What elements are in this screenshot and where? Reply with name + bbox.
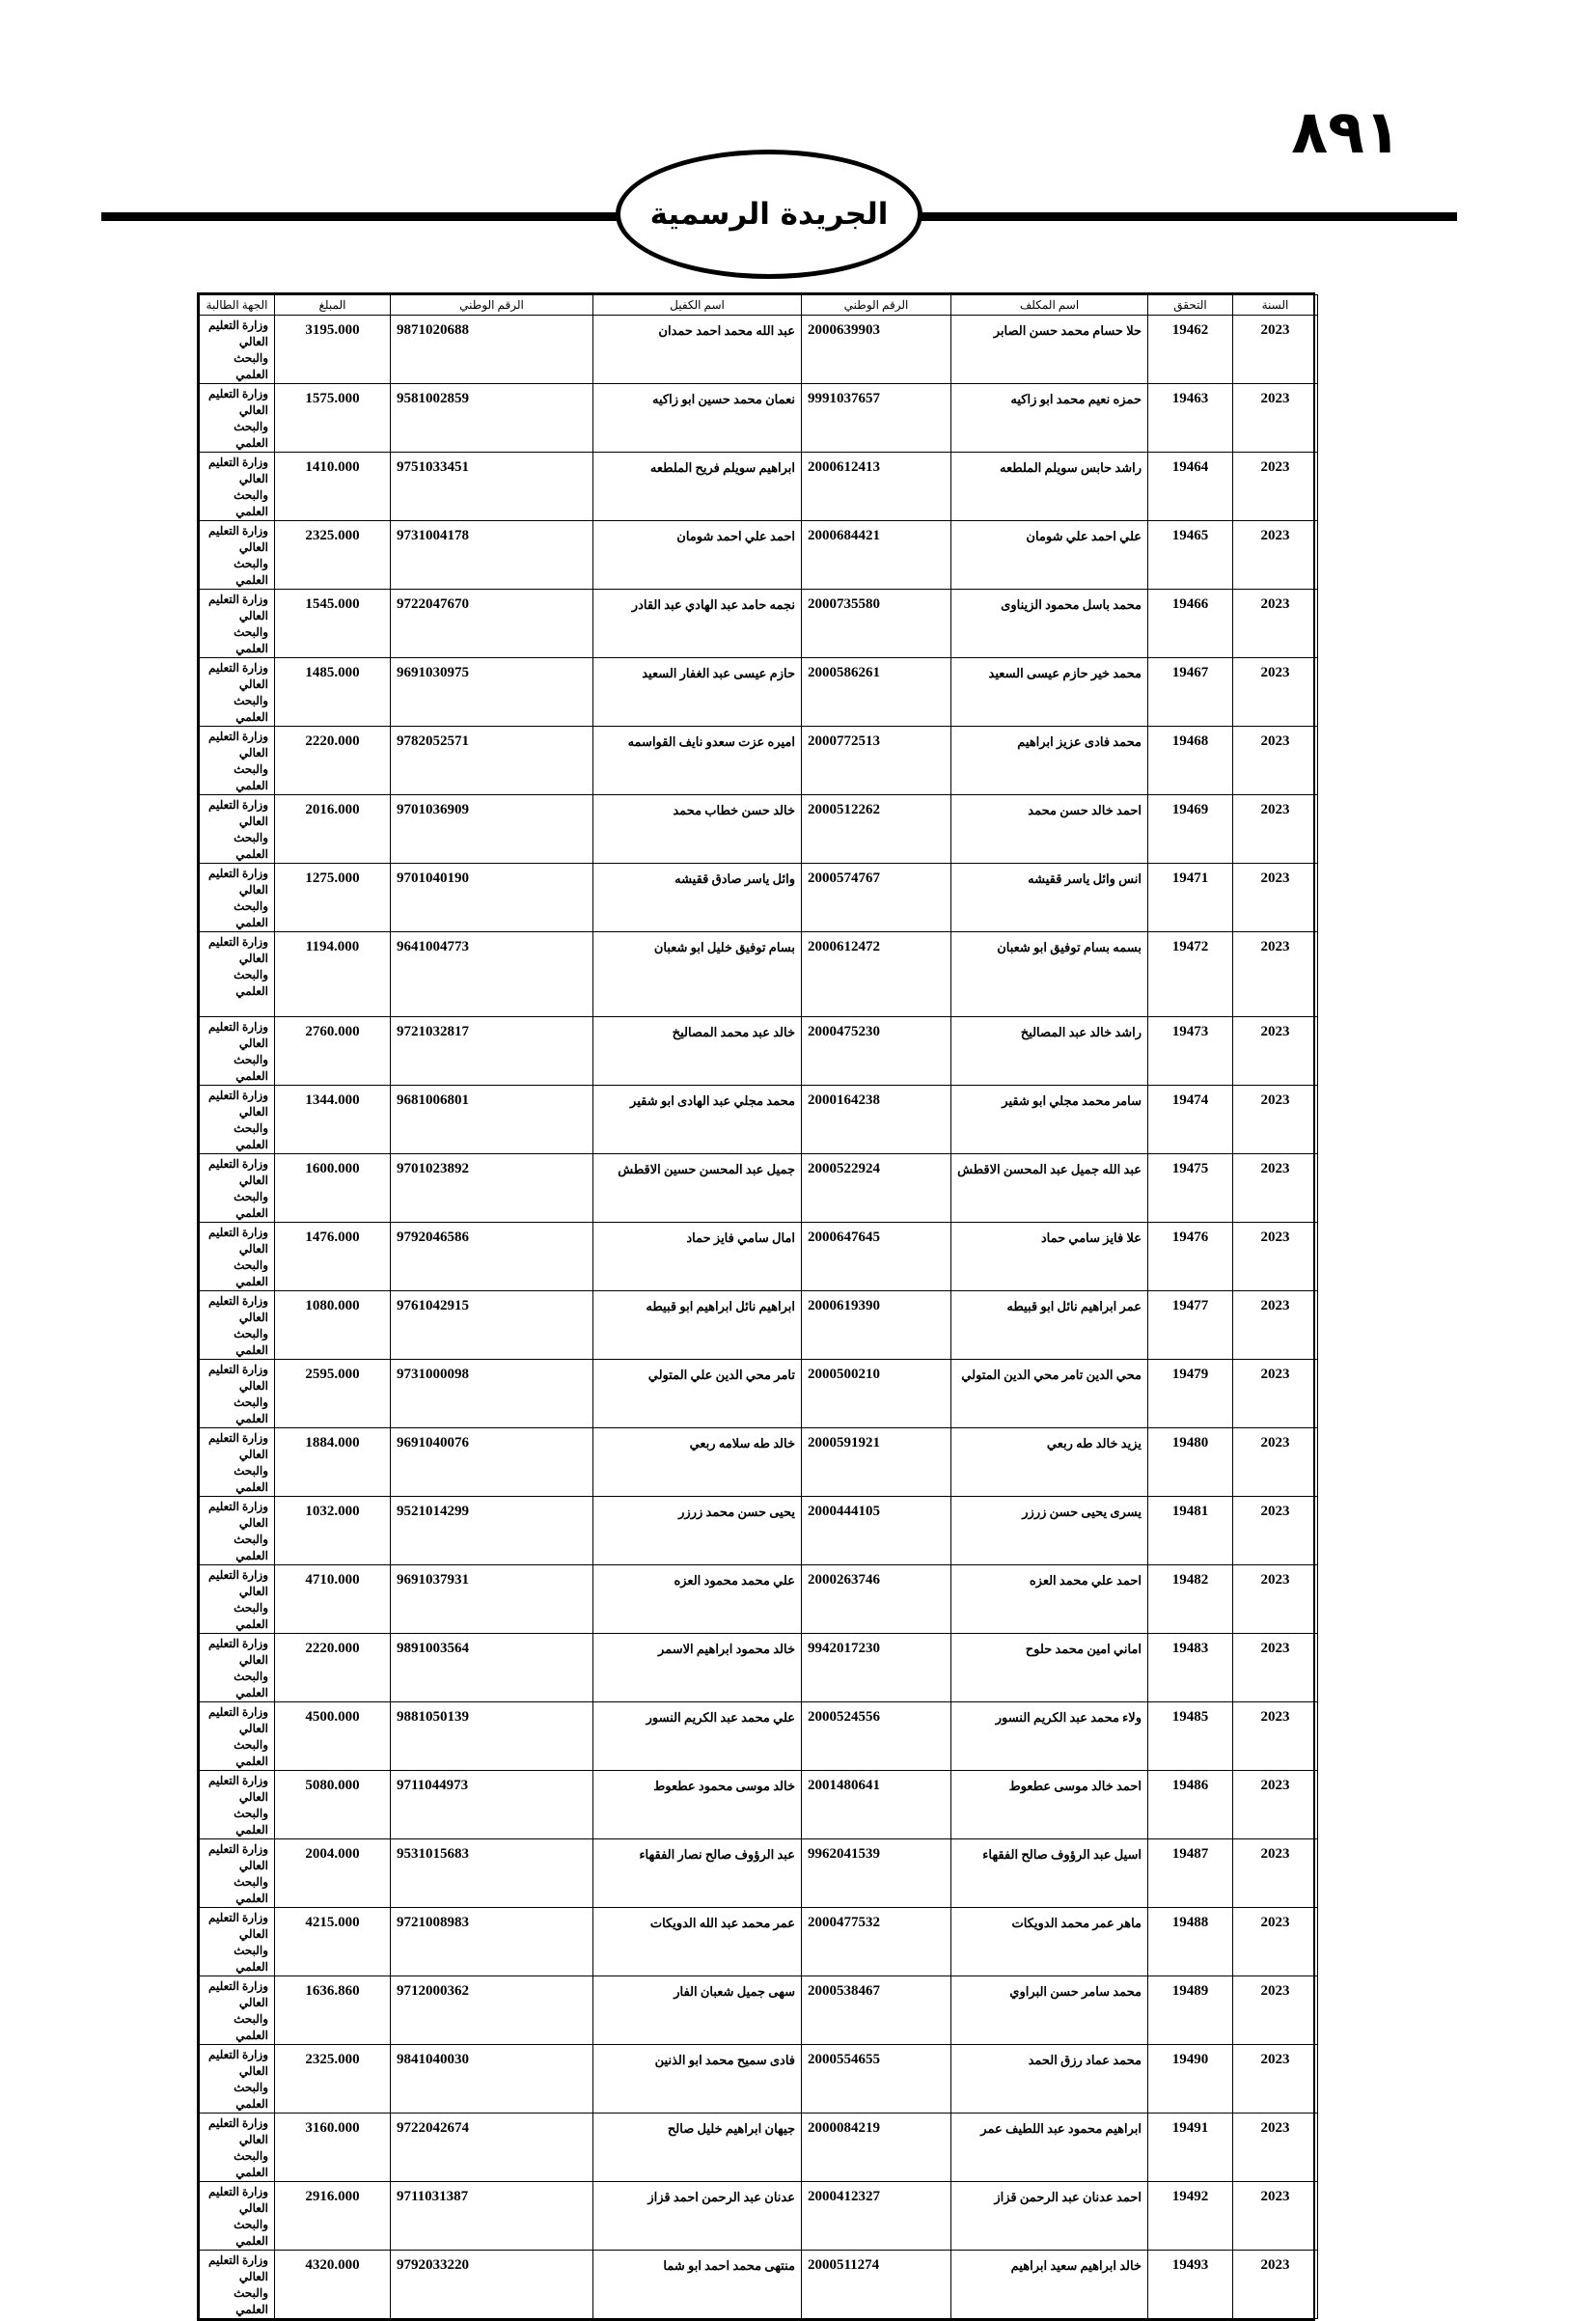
cell-guarantor-name: ابراهيم سويلم فريح الملطعه (593, 453, 802, 521)
table-row (200, 2045, 1318, 2114)
cell-debtor-national-id: 2000772513 (802, 727, 951, 795)
cell-guarantor-name: جميل عبد المحسن حسين الاقطش (593, 1154, 802, 1223)
cell-year: 2023 (1233, 1017, 1318, 1086)
cell-year: 2023 (1233, 1839, 1318, 1908)
cell-requesting-agency: وزارة التعليم العالي والبحث العلمي (200, 864, 275, 932)
records-table-container (197, 292, 1315, 2321)
column-header-guarantor-national-id: الرقم الوطني (391, 295, 593, 316)
cell-debtor-name: حمزه نعيم محمد ابو زاكيه (951, 384, 1148, 453)
cell-amount: 1080.000 (275, 1291, 391, 1360)
cell-guarantor-national-id: 9871020688 (391, 316, 593, 384)
column-header-debtor-national-id: الرقم الوطني (802, 295, 951, 316)
cell-guarantor-national-id: 9721032817 (391, 1017, 593, 1086)
cell-requesting-agency: وزارة التعليم العالي والبحث العلمي (200, 1908, 275, 1976)
cell-guarantor-name: عمر محمد عبد الله الدويكات (593, 1908, 802, 1976)
cell-guarantor-name: عبد الرؤوف صالح نصار الفقهاء (593, 1839, 802, 1908)
table-row (200, 1291, 1318, 1360)
table-row (200, 521, 1318, 590)
cell-debtor-name: بسمه بسام توفيق ابو شعبان (951, 932, 1148, 1017)
cell-requesting-agency: وزارة التعليم العالي والبحث العلمي (200, 2182, 275, 2251)
cell-guarantor-name: احمد علي احمد شومان (593, 521, 802, 590)
cell-debtor-name: عبد الله جميل عبد المحسن الاقطش (951, 1154, 1148, 1223)
cell-guarantor-name: وائل ياسر صادق ققيشه (593, 864, 802, 932)
cell-debtor-name: ولاء محمد عبد الكريم النسور (951, 1702, 1148, 1771)
cell-debtor-name: محمد عماد رزق الحمد (951, 2045, 1148, 2114)
cell-guarantor-national-id: 9521014299 (391, 1497, 593, 1565)
cell-year: 2023 (1233, 2182, 1318, 2251)
cell-year: 2023 (1233, 1702, 1318, 1771)
cell-guarantor-name: نعمان محمد حسين ابو زاكيه (593, 384, 802, 453)
cell-debtor-national-id: 2000612413 (802, 453, 951, 521)
table-row (200, 384, 1318, 453)
cell-guarantor-name: نجمه حامد عبد الهادي عبد القادر (593, 590, 802, 658)
cell-amount: 2220.000 (275, 1634, 391, 1702)
cell-verification: 19492 (1148, 2182, 1233, 2251)
cell-debtor-name: محمد فادى عزيز ابراهيم (951, 727, 1148, 795)
cell-amount: 3160.000 (275, 2114, 391, 2182)
cell-debtor-national-id: 2000639903 (802, 316, 951, 384)
cell-verification: 19489 (1148, 1976, 1233, 2045)
cell-debtor-national-id: 2000554655 (802, 2045, 951, 2114)
table-row (200, 453, 1318, 521)
cell-guarantor-name: يحيى حسن محمد زرزر (593, 1497, 802, 1565)
cell-debtor-national-id: 2000412327 (802, 2182, 951, 2251)
cell-guarantor-name: بسام توفيق خليل ابو شعبان (593, 932, 802, 1017)
cell-requesting-agency: وزارة التعليم العالي والبحث العلمي (200, 521, 275, 590)
cell-year: 2023 (1233, 864, 1318, 932)
cell-verification: 19463 (1148, 384, 1233, 453)
cell-requesting-agency: وزارة التعليم العالي والبحث العلمي (200, 727, 275, 795)
cell-amount: 1410.000 (275, 453, 391, 521)
cell-amount: 1600.000 (275, 1154, 391, 1223)
cell-year: 2023 (1233, 727, 1318, 795)
cell-year: 2023 (1233, 1223, 1318, 1291)
cell-debtor-name: علي احمد علي شومان (951, 521, 1148, 590)
table-row (200, 1908, 1318, 1976)
cell-requesting-agency: وزارة التعليم العالي والبحث العلمي (200, 1428, 275, 1497)
table-row (200, 864, 1318, 932)
cell-amount: 2916.000 (275, 2182, 391, 2251)
cell-guarantor-national-id: 9691030975 (391, 658, 593, 727)
cell-debtor-national-id: 2000444105 (802, 1497, 951, 1565)
cell-requesting-agency: وزارة التعليم العالي والبحث العلمي (200, 1017, 275, 1086)
table-row (200, 1976, 1318, 2045)
cell-requesting-agency: وزارة التعليم العالي والبحث العلمي (200, 1497, 275, 1565)
cell-verification: 19466 (1148, 590, 1233, 658)
cell-debtor-name: راشد حابس سويلم الملطعه (951, 453, 1148, 521)
cell-guarantor-name: علي محمد محمود العزه (593, 1565, 802, 1634)
cell-amount: 4710.000 (275, 1565, 391, 1634)
cell-debtor-national-id: 9991037657 (802, 384, 951, 453)
cell-guarantor-national-id: 9722042674 (391, 2114, 593, 2182)
cell-requesting-agency: وزارة التعليم العالي والبحث العلمي (200, 1223, 275, 1291)
page-number: ٨٩١ (1291, 96, 1401, 167)
cell-amount: 2760.000 (275, 1017, 391, 1086)
table-body (200, 316, 1318, 2319)
cell-amount: 5080.000 (275, 1771, 391, 1839)
cell-debtor-national-id: 2000263746 (802, 1565, 951, 1634)
cell-amount: 3195.000 (275, 316, 391, 384)
cell-year: 2023 (1233, 932, 1318, 1017)
cell-guarantor-national-id: 9731004178 (391, 521, 593, 590)
cell-amount: 2595.000 (275, 1360, 391, 1428)
cell-amount: 1275.000 (275, 864, 391, 932)
table-row (200, 658, 1318, 727)
table-row (200, 316, 1318, 384)
column-header-amount: المبلغ (275, 295, 391, 316)
cell-guarantor-name: تامر محي الدين علي المتولي (593, 1360, 802, 1428)
cell-year: 2023 (1233, 384, 1318, 453)
column-header-debtor-name: اسم المكلف (951, 295, 1148, 316)
cell-guarantor-name: خالد موسى محمود عطعوط (593, 1771, 802, 1839)
column-header-guarantor-name: اسم الكفيل (593, 295, 802, 316)
cell-debtor-national-id: 2000619390 (802, 1291, 951, 1360)
cell-amount: 4320.000 (275, 2251, 391, 2319)
cell-guarantor-national-id: 9792046586 (391, 1223, 593, 1291)
cell-requesting-agency: وزارة التعليم العالي والبحث العلمي (200, 590, 275, 658)
cell-verification: 19480 (1148, 1428, 1233, 1497)
cell-guarantor-name: خالد عبد محمد المصاليخ (593, 1017, 802, 1086)
table-row (200, 727, 1318, 795)
column-header-requesting-agency: الجهة الطالبة (200, 295, 275, 316)
cell-amount: 1344.000 (275, 1086, 391, 1154)
cell-debtor-national-id: 2000500210 (802, 1360, 951, 1428)
cell-guarantor-name: عدنان عبد الرحمن احمد قزاز (593, 2182, 802, 2251)
cell-guarantor-national-id: 9531015683 (391, 1839, 593, 1908)
cell-guarantor-national-id: 9761042915 (391, 1291, 593, 1360)
cell-debtor-name: احمد خالد حسن محمد (951, 795, 1148, 864)
cell-guarantor-name: خالد طه سلامه ربعي (593, 1428, 802, 1497)
cell-requesting-agency: وزارة التعليم العالي والبحث العلمي (200, 1976, 275, 2045)
cell-verification: 19487 (1148, 1839, 1233, 1908)
cell-guarantor-national-id: 9721008983 (391, 1908, 593, 1976)
cell-year: 2023 (1233, 2045, 1318, 2114)
table-row (200, 1565, 1318, 1634)
cell-year: 2023 (1233, 1908, 1318, 1976)
table-header-row (200, 295, 1318, 316)
cell-debtor-national-id: 2000684421 (802, 521, 951, 590)
records-table (199, 294, 1318, 2319)
table-row (200, 932, 1318, 1017)
cell-debtor-national-id: 2000524556 (802, 1702, 951, 1771)
cell-guarantor-name: منتهى محمد احمد ابو شما (593, 2251, 802, 2319)
cell-debtor-national-id: 2000612472 (802, 932, 951, 1017)
cell-debtor-national-id: 2000538467 (802, 1976, 951, 2045)
cell-amount: 4215.000 (275, 1908, 391, 1976)
cell-amount: 2004.000 (275, 1839, 391, 1908)
cell-verification: 19488 (1148, 1908, 1233, 1976)
cell-verification: 19467 (1148, 658, 1233, 727)
cell-requesting-agency: وزارة التعليم العالي والبحث العلمي (200, 1565, 275, 1634)
cell-guarantor-national-id: 9881050139 (391, 1702, 593, 1771)
column-header-year: السنة (1233, 295, 1318, 316)
cell-debtor-national-id: 2000574767 (802, 864, 951, 932)
cell-verification: 19493 (1148, 2251, 1233, 2319)
cell-debtor-name: خالد ابراهيم سعيد ابراهيم (951, 2251, 1148, 2319)
cell-guarantor-name: ابراهيم نائل ابراهيم ابو قبيطه (593, 1291, 802, 1360)
cell-guarantor-name: محمد مجلي عبد الهادى ابو شقير (593, 1086, 802, 1154)
cell-guarantor-national-id: 9701040190 (391, 864, 593, 932)
table-row (200, 1839, 1318, 1908)
cell-amount: 1194.000 (275, 932, 391, 1017)
cell-requesting-agency: وزارة التعليم العالي والبحث العلمي (200, 2114, 275, 2182)
cell-requesting-agency: وزارة التعليم العالي والبحث العلمي (200, 795, 275, 864)
cell-amount: 2016.000 (275, 795, 391, 864)
cell-debtor-name: راشد خالد عبد المصاليخ (951, 1017, 1148, 1086)
cell-year: 2023 (1233, 590, 1318, 658)
table-row (200, 1634, 1318, 1702)
cell-verification: 19482 (1148, 1565, 1233, 1634)
cell-requesting-agency: وزارة التعليم العالي والبحث العلمي (200, 316, 275, 384)
cell-guarantor-national-id: 9641004773 (391, 932, 593, 1017)
cell-debtor-national-id: 2000477532 (802, 1908, 951, 1976)
cell-guarantor-national-id: 9731000098 (391, 1360, 593, 1428)
cell-requesting-agency: وزارة التعليم العالي والبحث العلمي (200, 1634, 275, 1702)
cell-verification: 19479 (1148, 1360, 1233, 1428)
cell-guarantor-national-id: 9722047670 (391, 590, 593, 658)
table-row (200, 1086, 1318, 1154)
cell-requesting-agency: وزارة التعليم العالي والبحث العلمي (200, 453, 275, 521)
cell-debtor-national-id: 2000735580 (802, 590, 951, 658)
table-row (200, 1360, 1318, 1428)
cell-guarantor-national-id: 9841040030 (391, 2045, 593, 2114)
cell-guarantor-national-id: 9691040076 (391, 1428, 593, 1497)
cell-guarantor-national-id: 9681006801 (391, 1086, 593, 1154)
cell-amount: 2325.000 (275, 521, 391, 590)
table-row (200, 1017, 1318, 1086)
cell-guarantor-national-id: 9792033220 (391, 2251, 593, 2319)
cell-guarantor-name: علي محمد عبد الكريم النسور (593, 1702, 802, 1771)
cell-verification: 19469 (1148, 795, 1233, 864)
table-row (200, 1428, 1318, 1497)
cell-requesting-agency: وزارة التعليم العالي والبحث العلمي (200, 2045, 275, 2114)
cell-year: 2023 (1233, 2251, 1318, 2319)
cell-year: 2023 (1233, 1086, 1318, 1154)
cell-amount: 1545.000 (275, 590, 391, 658)
cell-debtor-name: يسرى يحيى حسن زرزر (951, 1497, 1148, 1565)
cell-year: 2023 (1233, 1360, 1318, 1428)
cell-requesting-agency: وزارة التعليم العالي والبحث العلمي (200, 1702, 275, 1771)
cell-verification: 19474 (1148, 1086, 1233, 1154)
cell-year: 2023 (1233, 658, 1318, 727)
cell-requesting-agency: وزارة التعليم العالي والبحث العلمي (200, 1086, 275, 1154)
cell-year: 2023 (1233, 1154, 1318, 1223)
cell-verification: 19477 (1148, 1291, 1233, 1360)
cell-verification: 19485 (1148, 1702, 1233, 1771)
cell-year: 2023 (1233, 1291, 1318, 1360)
cell-debtor-national-id: 9942017230 (802, 1634, 951, 1702)
cell-amount: 1884.000 (275, 1428, 391, 1497)
cell-verification: 19481 (1148, 1497, 1233, 1565)
cell-verification: 19476 (1148, 1223, 1233, 1291)
cell-debtor-name: انس وائل ياسر ققيشه (951, 864, 1148, 932)
cell-debtor-name: اسيل عبد الرؤوف صالح الفقهاء (951, 1839, 1148, 1908)
cell-debtor-name: احمد خالد موسى عطعوط (951, 1771, 1148, 1839)
column-header-verification: التحقق (1148, 295, 1233, 316)
cell-year: 2023 (1233, 316, 1318, 384)
cell-year: 2023 (1233, 1428, 1318, 1497)
cell-debtor-name: حلا حسام محمد حسن الصابر (951, 316, 1148, 384)
cell-amount: 1476.000 (275, 1223, 391, 1291)
cell-guarantor-name: خالد محمود ابراهيم الاسمر (593, 1634, 802, 1702)
cell-guarantor-name: حازم عيسى عبد الغفار السعيد (593, 658, 802, 727)
cell-guarantor-national-id: 9691037931 (391, 1565, 593, 1634)
table-row (200, 1154, 1318, 1223)
cell-verification: 19472 (1148, 932, 1233, 1017)
cell-requesting-agency: وزارة التعليم العالي والبحث العلمي (200, 1154, 275, 1223)
cell-verification: 19468 (1148, 727, 1233, 795)
cell-debtor-name: محمد باسل محمود الزيناوى (951, 590, 1148, 658)
table-row (200, 1702, 1318, 1771)
cell-amount: 1636.860 (275, 1976, 391, 2045)
title-oval (616, 150, 922, 279)
cell-guarantor-name: عبد الله محمد احمد حمدان (593, 316, 802, 384)
cell-requesting-agency: وزارة التعليم العالي والبحث العلمي (200, 1291, 275, 1360)
cell-year: 2023 (1233, 1771, 1318, 1839)
cell-guarantor-national-id: 9712000362 (391, 1976, 593, 2045)
cell-debtor-national-id: 2000647645 (802, 1223, 951, 1291)
cell-verification: 19486 (1148, 1771, 1233, 1839)
cell-debtor-national-id: 2000512262 (802, 795, 951, 864)
cell-amount: 4500.000 (275, 1702, 391, 1771)
cell-amount: 1485.000 (275, 658, 391, 727)
cell-debtor-national-id: 9962041539 (802, 1839, 951, 1908)
cell-amount: 2325.000 (275, 2045, 391, 2114)
cell-debtor-national-id: 2000586261 (802, 658, 951, 727)
table-row (200, 2114, 1318, 2182)
cell-debtor-name: محي الدين تامر محي الدين المتولي (951, 1360, 1148, 1428)
cell-verification: 19475 (1148, 1154, 1233, 1223)
cell-amount: 2220.000 (275, 727, 391, 795)
cell-debtor-national-id: 2000475230 (802, 1017, 951, 1086)
cell-requesting-agency: وزارة التعليم العالي والبحث العلمي (200, 658, 275, 727)
cell-requesting-agency: وزارة التعليم العالي والبحث العلمي (200, 1771, 275, 1839)
cell-guarantor-name: اميره عزت سعدو نايف القواسمه (593, 727, 802, 795)
cell-amount: 1575.000 (275, 384, 391, 453)
cell-debtor-national-id: 2001480641 (802, 1771, 951, 1839)
cell-guarantor-name: سهى جميل شعبان الفار (593, 1976, 802, 2045)
cell-debtor-national-id: 2000591921 (802, 1428, 951, 1497)
table-row (200, 1497, 1318, 1565)
cell-debtor-name: يزيد خالد طه ربعي (951, 1428, 1148, 1497)
cell-debtor-national-id: 2000164238 (802, 1086, 951, 1154)
cell-debtor-name: احمد عدنان عبد الرحمن قزاز (951, 2182, 1148, 2251)
cell-year: 2023 (1233, 1634, 1318, 1702)
cell-requesting-agency: وزارة التعليم العالي والبحث العلمي (200, 2251, 275, 2319)
cell-debtor-name: محمد سامر حسن البراوي (951, 1976, 1148, 2045)
cell-verification: 19471 (1148, 864, 1233, 932)
table-row (200, 590, 1318, 658)
publication-title: الجريدة الرسمية (649, 197, 889, 232)
cell-guarantor-name: جيهان ابراهيم خليل صالح (593, 2114, 802, 2182)
cell-verification: 19464 (1148, 453, 1233, 521)
cell-requesting-agency: وزارة التعليم العالي والبحث العلمي (200, 1839, 275, 1908)
cell-verification: 19490 (1148, 2045, 1233, 2114)
cell-requesting-agency: وزارة التعليم العالي والبحث العلمي (200, 932, 275, 1017)
cell-guarantor-name: امال سامي فايز حماد (593, 1223, 802, 1291)
cell-debtor-national-id: 2000084219 (802, 2114, 951, 2182)
cell-year: 2023 (1233, 453, 1318, 521)
cell-verification: 19462 (1148, 316, 1233, 384)
cell-debtor-name: سامر محمد مجلي ابو شقير (951, 1086, 1148, 1154)
cell-year: 2023 (1233, 521, 1318, 590)
cell-amount: 1032.000 (275, 1497, 391, 1565)
cell-year: 2023 (1233, 1976, 1318, 2045)
cell-debtor-name: ماهر عمر محمد الدويكات (951, 1908, 1148, 1976)
cell-guarantor-national-id: 9891003564 (391, 1634, 593, 1702)
cell-guarantor-national-id: 9751033451 (391, 453, 593, 521)
cell-requesting-agency: وزارة التعليم العالي والبحث العلمي (200, 1360, 275, 1428)
cell-debtor-name: ابراهيم محمود عبد اللطيف عمر (951, 2114, 1148, 2182)
cell-verification: 19491 (1148, 2114, 1233, 2182)
cell-debtor-name: احمد علي محمد العزه (951, 1565, 1148, 1634)
cell-year: 2023 (1233, 1497, 1318, 1565)
cell-debtor-national-id: 2000511274 (802, 2251, 951, 2319)
table-row (200, 1771, 1318, 1839)
cell-verification: 19483 (1148, 1634, 1233, 1702)
cell-debtor-name: عمر ابراهيم نائل ابو قبيطه (951, 1291, 1148, 1360)
cell-guarantor-name: خالد حسن خطاب محمد (593, 795, 802, 864)
cell-requesting-agency: وزارة التعليم العالي والبحث العلمي (200, 384, 275, 453)
cell-debtor-name: علا فايز سامي حماد (951, 1223, 1148, 1291)
cell-guarantor-national-id: 9581002859 (391, 384, 593, 453)
table-row (200, 1223, 1318, 1291)
cell-year: 2023 (1233, 1565, 1318, 1634)
cell-year: 2023 (1233, 795, 1318, 864)
cell-guarantor-national-id: 9782052571 (391, 727, 593, 795)
cell-guarantor-national-id: 9711044973 (391, 1771, 593, 1839)
cell-debtor-name: محمد خير حازم عيسى السعيد (951, 658, 1148, 727)
table-row (200, 795, 1318, 864)
table-row (200, 2251, 1318, 2319)
cell-guarantor-name: فادى سميح محمد ابو الذنين (593, 2045, 802, 2114)
cell-debtor-name: اماني امين محمد حلوح (951, 1634, 1148, 1702)
cell-guarantor-national-id: 9701023892 (391, 1154, 593, 1223)
cell-guarantor-national-id: 9701036909 (391, 795, 593, 864)
cell-year: 2023 (1233, 2114, 1318, 2182)
table-row (200, 2182, 1318, 2251)
cell-guarantor-national-id: 9711031387 (391, 2182, 593, 2251)
cell-debtor-national-id: 2000522924 (802, 1154, 951, 1223)
cell-verification: 19473 (1148, 1017, 1233, 1086)
cell-verification: 19465 (1148, 521, 1233, 590)
